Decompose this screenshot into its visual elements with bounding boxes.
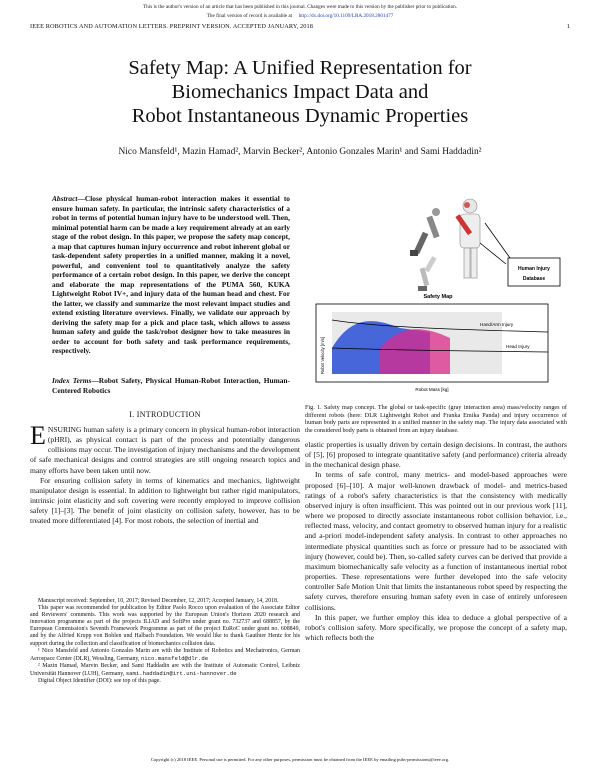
author-list: Nico Mansfeld¹, Mazin Hamad², Marvin Becker², Antonio Gonzales Marin¹ and Sami Haddadin²: [118, 147, 482, 157]
footnote-manuscript: Manuscript received: September, 10, 2017; Revised December, 12, 2017; Accepted January, 14, 2018.: [38, 598, 279, 604]
abstract-label: Abstract: [52, 194, 78, 203]
footnote-text: ² Mazin Hamad, Marvin Becker, and Sami Haddadin are with the Institute of Automatic Control, Leibniz Universität Hannover (LUH), Germany,: [30, 662, 300, 677]
title-line: Safety Map: A Unified Representation for: [128, 57, 472, 79]
human-figure: [455, 199, 480, 278]
footnotes: [30, 598, 300, 685]
index-terms-label: Index Terms: [52, 376, 92, 385]
database-label: Database: [522, 276, 546, 282]
index-terms-text: —Robot Safety, Physical Human-Robot Interaction, Human-Centered Robotics: [52, 376, 290, 395]
curve-label: Head Injury: [506, 344, 530, 349]
body-paragraph: elastic properties is usually driven by certain design decisions. In contrast, the authors of [5], [6] proposed to integrate quantitative safety (and performance) criteria already in the mechanical design phase.: [305, 440, 567, 470]
robot-arm-illustration: [418, 256, 437, 291]
body-paragraph: In terms of safe control, many metrics- and model-based approaches were proposed [6]–[10]. A major well-known drawback of model- and metrics-based ratings of a robot's safety characteristics is that the consistency with medically observed injury is often insufficient. This was pointed out in our previous work [11], where we proposed to directly associate instantaneous robot collision behavior, i.e., reflected mass, velocity, and contact geometry to observed human injury for a realistic and a-priori model-independent safety analysis. In contrast to other approaches no intermediate physical quantities such as force or pressure had to be associated with injury (however, could be). Then, so-called safety curves can be derived that provide a maximum biomechanically safe velocity as a function of instantaneous inertial robot properties. These representations were further developed into the safe velocity controller Safe Motion Unit that limits the instantaneous robot speed by respecting the safety curves, therefore ensuring human safety even in case of entirely unforeseen collisions.: [305, 470, 567, 612]
connector-arrow: [485, 223, 510, 258]
notice-line: This is the author's version of an article that has been published in this journal. Changes were made to this version by the publisher prior to publication.: [142, 4, 458, 10]
curve-label: Hand/Arm Injury: [480, 322, 514, 327]
doi-link[interactable]: http://dx.doi.org/10.1109/LRA.2018.2801477: [298, 13, 394, 19]
abstract: [52, 194, 290, 356]
title-line: Biomechanics Impact Data and: [171, 81, 429, 103]
safety-map-label: Safety Map: [423, 294, 453, 300]
intro-text: [30, 421, 300, 527]
figure-caption: Fig. 1. Safety map concept. The global or task-specific (gray interaction area) mass/velocity ranges of different robots (here: DLR Lightweight Robot and Franka Emika Panda) and injury occurrence of human body parts are represented in a unified manner in the safety map. The injury data associated with the considered body parts is obtained from an injury database.: [305, 404, 567, 434]
database-label: Human Injury: [518, 266, 550, 272]
title-line: Robot Instantaneous Dynamic Properties: [131, 105, 469, 127]
running-head: [30, 23, 570, 30]
footnote-affiliation-1: [30, 648, 300, 663]
index-terms: [52, 376, 290, 395]
connector-arrow: [480, 243, 506, 264]
figure-safety-map: [310, 198, 568, 396]
intro-paragraph: For ensuring collision safety in terms of kinematics and mechanics, lightweight manipulator design is essential. In addition to lightweight but rather rigid manipulators, intrinsic joint elasticity and soft covering were recently employed to improve collision safety [1]–[3]. The benefit of joint elasticity on collision safety, however, has to be treated more differentiated [4]. For most robots, the selection of inertial and: [30, 475, 300, 526]
running-head-title: IEEE ROBOTICS AND AUTOMATION LETTERS. PREPRINT VERSION. ACCEPTED JANUARY, 2018: [30, 23, 314, 30]
robot-arm-illustration: [410, 208, 440, 256]
page-number: 1: [566, 23, 570, 30]
body-paragraph: In this paper, we further employ this idea to deduce a global perspective of a robot's collision safety. More specifically, we propose the concept of a safety map, which reflects both the: [305, 612, 567, 642]
right-column-text: [305, 440, 567, 643]
email-link[interactable]: sami.haddadin@irt.uni-hannover.de: [125, 669, 237, 677]
intro-paragraph: NSURING human safety is a primary concern in physical human-robot interaction (pHRI), as physical contact is part of the process and potentially dangerous collisions may occur. The investigation of injury mechanisms and the development of safe mechanical designs and control strategies are still ongoing research topics and many efforts have been taken until now.: [30, 425, 300, 475]
footnote-doi: Digital Object Identifier (DOI): see top of this page.: [38, 678, 161, 685]
footnote-affiliation-2: [30, 663, 300, 678]
footnote-text: ¹ Nico Mansfeld and Antonio Gonzales Marin are with the Institute of Robotics and Mechatronics, German Aerospace Center (DLR), Wessling, Germany,: [30, 647, 300, 662]
y-axis-label: Robot Velocity [m/s]: [320, 336, 325, 374]
x-axis-label: Robot Mass [kg]: [415, 387, 449, 392]
drop-cap: E: [30, 421, 46, 450]
email-link[interactable]: nico.mansfeld@dlr.de: [140, 654, 209, 662]
copyright-notice: Copyright (c) 2018 IEEE. Personal use is permitted. For any other purposes, permission must be obtained from the IEEE by emailing pubs-permissions@ieee.org.: [150, 757, 450, 762]
abstract-text: —Close physical human-robot interaction makes it essential to ensure human safety. In particular, the intrinsic safety characteristics of a robot in terms of potential human injury have to be understood well. Then, minimal potential harm can be made a key requirement already at an early stage of the robot design. In this paper, we propose the safety map concept, a map that captures human injury occurrence and robot inherent global or task-dependent safety properties in a unified manner, making it a novel, powerful, and convenient tool to quantitatively analyze the safety performance of a certain robot design. In this paper, we derive the concept and elaborate the map representations of the PUMA 560, KUKA Lightweight Robot IV+, and injury data of the human head and chest. For the latter, we classify and summarize the most relevant impact studies and extend existing literature overviews. Finally, we validate our approach by deriving the safety map for a pick and place task, which allows to assess human safety and guide the task/robot designer how to take measures in order to account for both safety and task performance requirements, respectively.: [52, 194, 290, 355]
publication-notice: [0, 4, 600, 20]
footnote-funding: This paper was recommended for publication by Editor Paolo Rocco upon evaluation of the Associate Editor and Reviewers' comments. This work was supported by the European Union's Horizon 2020 research and innovation programme as part of the projects ILIAD and SoftPro under grant no. 732737 and 688857, by the European Commission's Seventh Framework Programme as part of the project EuRoC under grant no. 608849, and by the Alfried Krupp von Bohlen und Halbach Foundation. We would like to thank Gauthier Hentz for his support during the collection and classification of biomechanics collision data.: [30, 605, 300, 647]
notice-line-prefix: The final version of record is available at: [206, 13, 293, 19]
section-heading: I. INTRODUCTION: [129, 410, 201, 419]
paper-title: [40, 56, 560, 128]
